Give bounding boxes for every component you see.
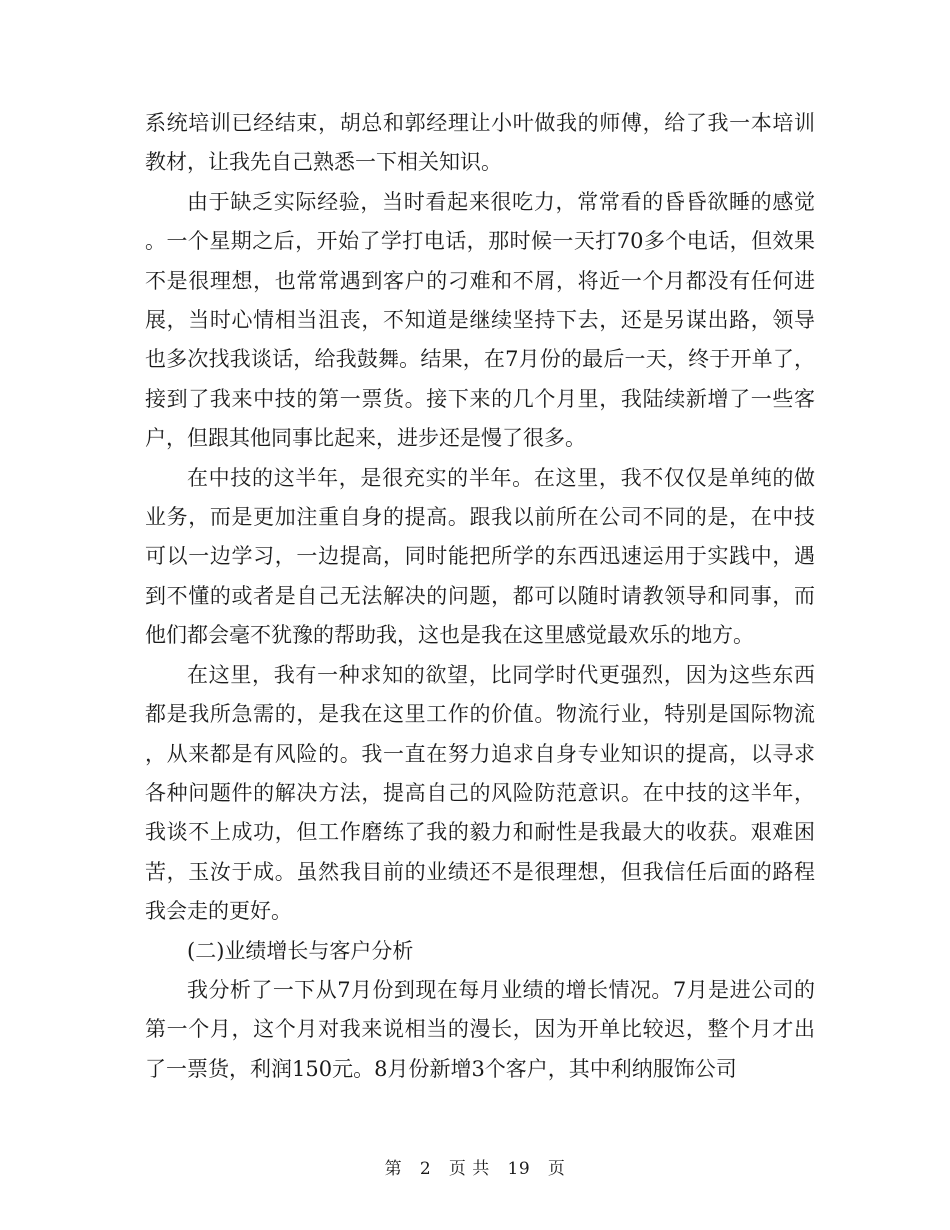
paragraph-1: 系统培训已经结束，胡总和郭经理让小叶做我的师傅，给了我一本培训教材，让我先自己熟悉一下相关知识。 bbox=[145, 111, 815, 175]
document-body bbox=[145, 104, 815, 1089]
total-pages-number: 19 bbox=[507, 1159, 531, 1179]
paragraph-4: 在这里，我有一种求知的欲望，比同学时代更强烈，因为这些东西都是我所急需的，是我在这里工作的价值。物流行业，特别是国际物流，从来都是有风险的。我一直在努力追求自身专业知识的提高，以寻求各种问题件的解决方法，提高自己的风险防范意识。在中技的这半年，我谈不上成功，但工作磨练了我的毅力和耐性是我最大的收获。艰难困苦，玉汝于成。虽然我目前的业绩还不是很理想，但我信任后面的路程我会走的更好。 bbox=[145, 662, 815, 924]
paragraph-2: 由于缺乏实际经验，当时看起来很吃力，常常看的昏昏欲睡的感觉。一个星期之后，开始了学打电话，那时候一天打70多个电话，但效果不是很理想，也常常遇到客户的刁难和不屑，将近一个月都没有任何进展，当时心情相当沮丧，不知道是继续坚持下去，还是另谋出路，领导也多次找我谈话，给我鼓舞。结果，在7月份的最后一天，终于开单了，接到了我来中技的第一票货。接下来的几个月里，我陆续新增了一些客户，但跟其他同事比起来，进步还是慢了很多。 bbox=[145, 189, 815, 451]
current-page-number: 2 bbox=[419, 1159, 432, 1179]
page-label-suffix: 页 bbox=[547, 1159, 566, 1179]
page-footer bbox=[0, 1154, 950, 1179]
paragraph-3: 在中技的这半年，是很充实的半年。在这里，我不仅仅是单纯的做业务，而是更加注重自身的提高。跟我以前所在公司不同的是，在中技可以一边学习，一边提高，同时能把所学的东西迅速运用于实践中，遇到不懂的或者是自己无法解决的问题，都可以随时请教领导和同事，而他们都会毫不犹豫的帮助我，这也是我在这里感觉最欢乐的地方。 bbox=[145, 465, 815, 648]
page-label-prefix: 第 bbox=[384, 1159, 403, 1179]
section-heading: (二)业绩增长与客户分析 bbox=[187, 938, 414, 963]
paragraph-5: 我分析了一下从7月份到现在每月业绩的增长情况。7月是进公司的第一个月，这个月对我来说相当的漫长，因为开单比较迟，整个月才出了一票货，利润150元。8月份新增3个客户，其中利纳服饰公司 bbox=[145, 977, 815, 1081]
page-label-mid: 页 共 bbox=[448, 1159, 490, 1179]
